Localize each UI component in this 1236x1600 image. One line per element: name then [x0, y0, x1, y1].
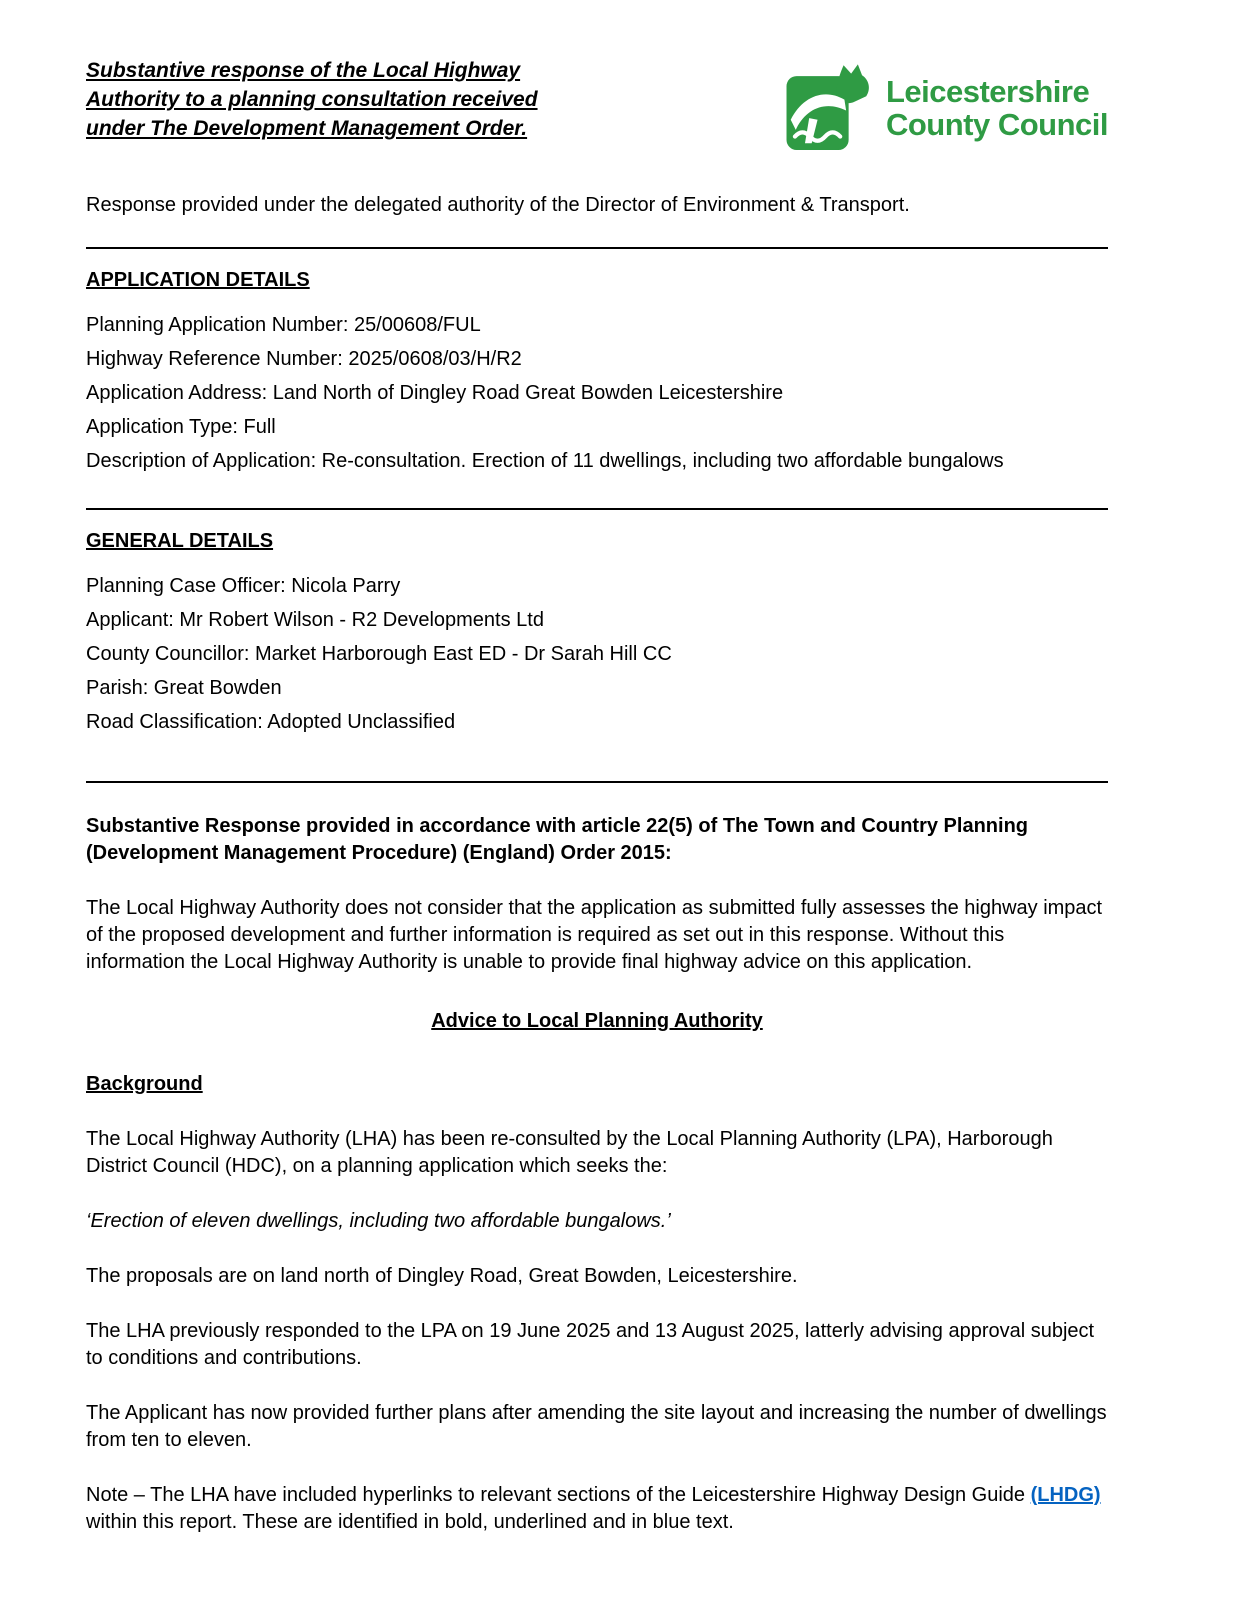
logo-wordmark: [886, 75, 1108, 142]
general-details-section: [86, 528, 1108, 739]
note-paragraph: [86, 1482, 1108, 1536]
substantive-response-body: The Local Highway Authority does not consider that the application as submitted fully assesses the highway impact of the proposed development and further information is required as set out in this response. Without this information the Local Highway Authority is unable to provide final highway advice on this application.: [86, 897, 1103, 973]
section-divider: [86, 781, 1108, 783]
detail-row: Planning Case Officer: Nicola Parry: [86, 575, 401, 597]
detail-row: Road Classification: Adopted Unclassified: [86, 711, 456, 733]
application-details-heading: APPLICATION DETAILS: [86, 269, 310, 291]
quoted-description: ‘Erection of eleven dwellings, including two affordable bungalows.’: [86, 1210, 671, 1232]
detail-row: Highway Reference Number: 2025/0608/03/H/R2: [86, 348, 522, 370]
paragraph: The LHA previously responded to the LPA on 19 June 2025 and 13 August 2025, latterly advising approval subject to conditions and contributions.: [86, 1320, 1095, 1369]
fox-logo-icon: [784, 58, 878, 158]
general-details-rows: [86, 569, 1108, 739]
application-details-rows: [86, 308, 1108, 478]
paragraph: The Local Highway Authority (LHA) has been re-consulted by the Local Planning Authority (LPA), Harborough District Council (HDC), on a planning application which seeks the:: [86, 1128, 1053, 1177]
detail-row: County Councillor: Market Harborough East ED - Dr Sarah Hill CC: [86, 643, 672, 665]
general-details-heading: GENERAL DETAILS: [86, 530, 274, 552]
note-text-before: Note – The LHA have included hyperlinks to relevant sections of the Leicestershire Highway Design Guide: [86, 1484, 1031, 1506]
substantive-response-heading: Substantive Response provided in accordance with article 22(5) of The Town and Country Planning (Development Management Procedure) (England) Order 2015:: [86, 815, 1029, 864]
paragraph: The proposals are on land north of Dingley Road, Great Bowden, Leicestershire.: [86, 1265, 798, 1287]
detail-row: Planning Application Number: 25/00608/FUL: [86, 314, 481, 336]
detail-row: Application Address: Land North of Dingley Road Great Bowden Leicestershire: [86, 382, 784, 404]
section-divider: [86, 247, 1108, 249]
substantive-response-section: [86, 813, 1108, 976]
leicestershire-county-council-logo: [784, 58, 1108, 158]
note-text-after: within this report. These are identified in bold, underlined and in blue text.: [86, 1511, 734, 1533]
background-section: [86, 1071, 1108, 1536]
detail-row: Description of Application: Re-consultation. Erection of 11 dwellings, including two affordable bungalows: [86, 450, 1004, 472]
document-title: [86, 56, 538, 143]
delegation-statement: Response provided under the delegated authority of the Director of Environment & Transport.: [86, 194, 910, 216]
detail-row: Applicant: Mr Robert Wilson - R2 Developments Ltd: [86, 609, 544, 631]
advice-heading: Advice to Local Planning Authority: [431, 1010, 763, 1032]
document-title-line: Substantive response of the Local Highway: [86, 59, 521, 82]
document-title-line: Authority to a planning consultation received: [86, 88, 538, 111]
application-details-section: [86, 267, 1108, 478]
section-divider: [86, 508, 1108, 510]
paragraph: The Applicant has now provided further plans after amending the site layout and increasing the number of dwellings from ten to eleven.: [86, 1402, 1107, 1451]
document-title-line: under The Development Management Order.: [86, 117, 528, 140]
lhdg-link[interactable]: (LHDG): [1030, 1484, 1101, 1506]
logo-wordmark-line2: County Council: [885, 107, 1108, 142]
background-heading: Background: [86, 1073, 203, 1095]
document-header: [86, 56, 1108, 158]
detail-row: Application Type: Full: [86, 416, 276, 438]
detail-row: Parish: Great Bowden: [86, 677, 282, 699]
logo-wordmark-line1: Leicestershire: [885, 73, 1090, 109]
